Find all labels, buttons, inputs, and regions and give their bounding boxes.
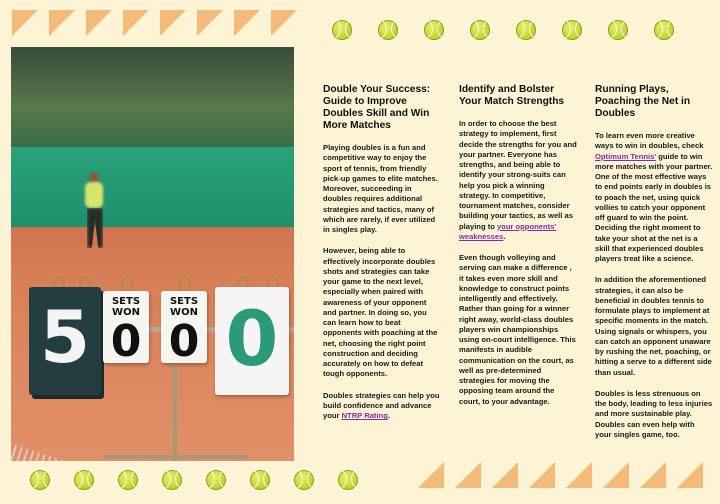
score-card-sets xyxy=(103,291,149,367)
triangle-decoration xyxy=(123,10,149,36)
green-court-wall xyxy=(11,147,294,227)
tennis-ball-icon xyxy=(516,20,536,40)
tennis-ball-icon xyxy=(162,470,182,490)
triangle-decoration xyxy=(160,10,186,36)
paragraph: However, being able to effectively incorporate doubles shots and strategies can take your game to the next level, especially when paired with awareness of your opponent and partner. In doing so, you can learn how to beat opponents with poaching at the net, choosing the right point construction and deciding accurately on how to defeat tough opponents. xyxy=(323,246,438,379)
paragraph-text: . xyxy=(387,411,390,421)
paragraph: Doubles is less strenuous on the body, leading to less injuries and more sustainable play. Doubles can even help with your singles game, too. xyxy=(595,388,713,439)
paragraph-text: . xyxy=(503,231,506,241)
score-card-games xyxy=(215,287,289,395)
triangle-decoration xyxy=(86,10,112,36)
sets-won-label: SETS WON xyxy=(169,296,199,318)
tennis-ball-icon xyxy=(424,20,444,40)
article-column-3 xyxy=(595,84,713,451)
score-number: 0 xyxy=(110,316,142,367)
paragraph-text: guide to win more matches with your partner. One of the most effective ways to end points early in doubles is to poach the net, using quick vollies to catch your opponent off guard to win the point. Deciding the right moment to take your shot at the net is a skill that experienced doubles players treat like a science. xyxy=(595,151,713,264)
triangle-decoration xyxy=(12,10,38,36)
optimum-tennis-link[interactable]: Optimum Tennis' xyxy=(595,151,657,161)
triangle-decoration xyxy=(677,462,703,488)
tennis-ball-icon xyxy=(30,470,50,490)
opponents-weaknesses-link[interactable]: your opponents' weaknesses xyxy=(459,221,557,241)
score-number: 0 xyxy=(225,294,279,383)
article-column-2 xyxy=(459,84,577,418)
paragraph xyxy=(323,391,441,422)
triangle-decoration xyxy=(566,462,592,488)
tennis-ball-icon xyxy=(250,470,270,490)
tennis-ball-icon xyxy=(562,20,582,40)
paragraph xyxy=(595,131,713,264)
sets-won-label: SETS WON xyxy=(111,296,141,318)
score-card-games xyxy=(29,287,101,395)
top-triangle-border xyxy=(12,10,297,36)
triangle-decoration xyxy=(529,462,555,488)
triangle-decoration xyxy=(418,462,444,488)
section-heading: Identify and Bolster Your Match Strengths xyxy=(459,84,565,108)
tennis-ball-icon xyxy=(470,20,490,40)
paragraph: Playing doubles is a fun and competitive way to enjoy the sport of tennis, from friendly pick-up games to elite matches. Moreover, succeeding in doubles requires additional strategies and tactics, many of which are rarely, if ever utilized in singles play. xyxy=(323,143,438,235)
tennis-ball-icon xyxy=(206,470,226,490)
tennis-ball-icon xyxy=(118,470,138,490)
triangle-decoration xyxy=(603,462,629,488)
paragraph: In addition the aforementioned strategies, it can also be beneficial in doubles tennis to formulate plays to implement at specific moments in the match. Using signals or whispers, you can catch an opponent unaware by rushing the net, poaching, or hitting a serve to a different side than usual. xyxy=(595,275,712,377)
section-heading: Running Plays, Poaching the Net in Doubles xyxy=(595,84,691,120)
triangle-decoration xyxy=(455,462,481,488)
score-number: 0 xyxy=(168,316,200,367)
article-heading: Double Your Success: Guide to Improve Doubles Skill and Win More Matches xyxy=(323,84,431,132)
tennis-scoreboard-photo xyxy=(11,47,294,461)
article-column-1 xyxy=(323,84,441,432)
paragraph: Even though volleying and serving can make a difference , it takes even more skill and knowledge to construct points intelligently and effectively. Rather than going for a winner right away, world-class doubles players win championships using on-court intelligence. This manifests in audible communication on the court, as well as pre-determined strategies for moving the opposing team around the court, to your advantage. xyxy=(459,253,576,406)
bottom-triangle-border xyxy=(418,462,703,488)
paragraph-text: Doubles strategies can help you build confidence and advance your xyxy=(323,390,440,421)
tennis-ball-icon xyxy=(338,470,358,490)
bottom-ball-border xyxy=(30,470,358,490)
tennis-ball-icon xyxy=(654,20,674,40)
tennis-ball-icon xyxy=(332,20,352,40)
ntrp-rating-link[interactable]: NTRP Rating xyxy=(341,411,388,421)
paragraph-text: To learn even more creative ways to win in doubles, check xyxy=(595,131,704,151)
tennis-ball-icon xyxy=(74,470,94,490)
blurred-tennis-player xyxy=(79,172,109,252)
tennis-ball-icon xyxy=(608,20,628,40)
tennis-ball-icon xyxy=(378,20,398,40)
score-number: 5 xyxy=(39,295,91,379)
score-card-sets xyxy=(161,291,207,367)
triangle-decoration xyxy=(234,10,260,36)
triangle-decoration xyxy=(197,10,223,36)
paragraph-text: In order to choose the best strategy to implement, first decide the strengths for you and your partner. Everyone has strengths, and being able to identify your strong-suits can help you pick a winning strategy. In competitive, tournament matches, consider building your tactics, as well as playing to xyxy=(459,119,577,231)
scoreboard-crossbar xyxy=(103,455,248,459)
top-ball-border xyxy=(332,20,674,40)
tennis-ball-icon xyxy=(294,470,314,490)
background-trees xyxy=(11,47,294,147)
triangle-decoration xyxy=(640,462,666,488)
triangle-decoration xyxy=(271,10,297,36)
paragraph xyxy=(459,119,577,242)
triangle-decoration xyxy=(49,10,75,36)
triangle-decoration xyxy=(492,462,518,488)
